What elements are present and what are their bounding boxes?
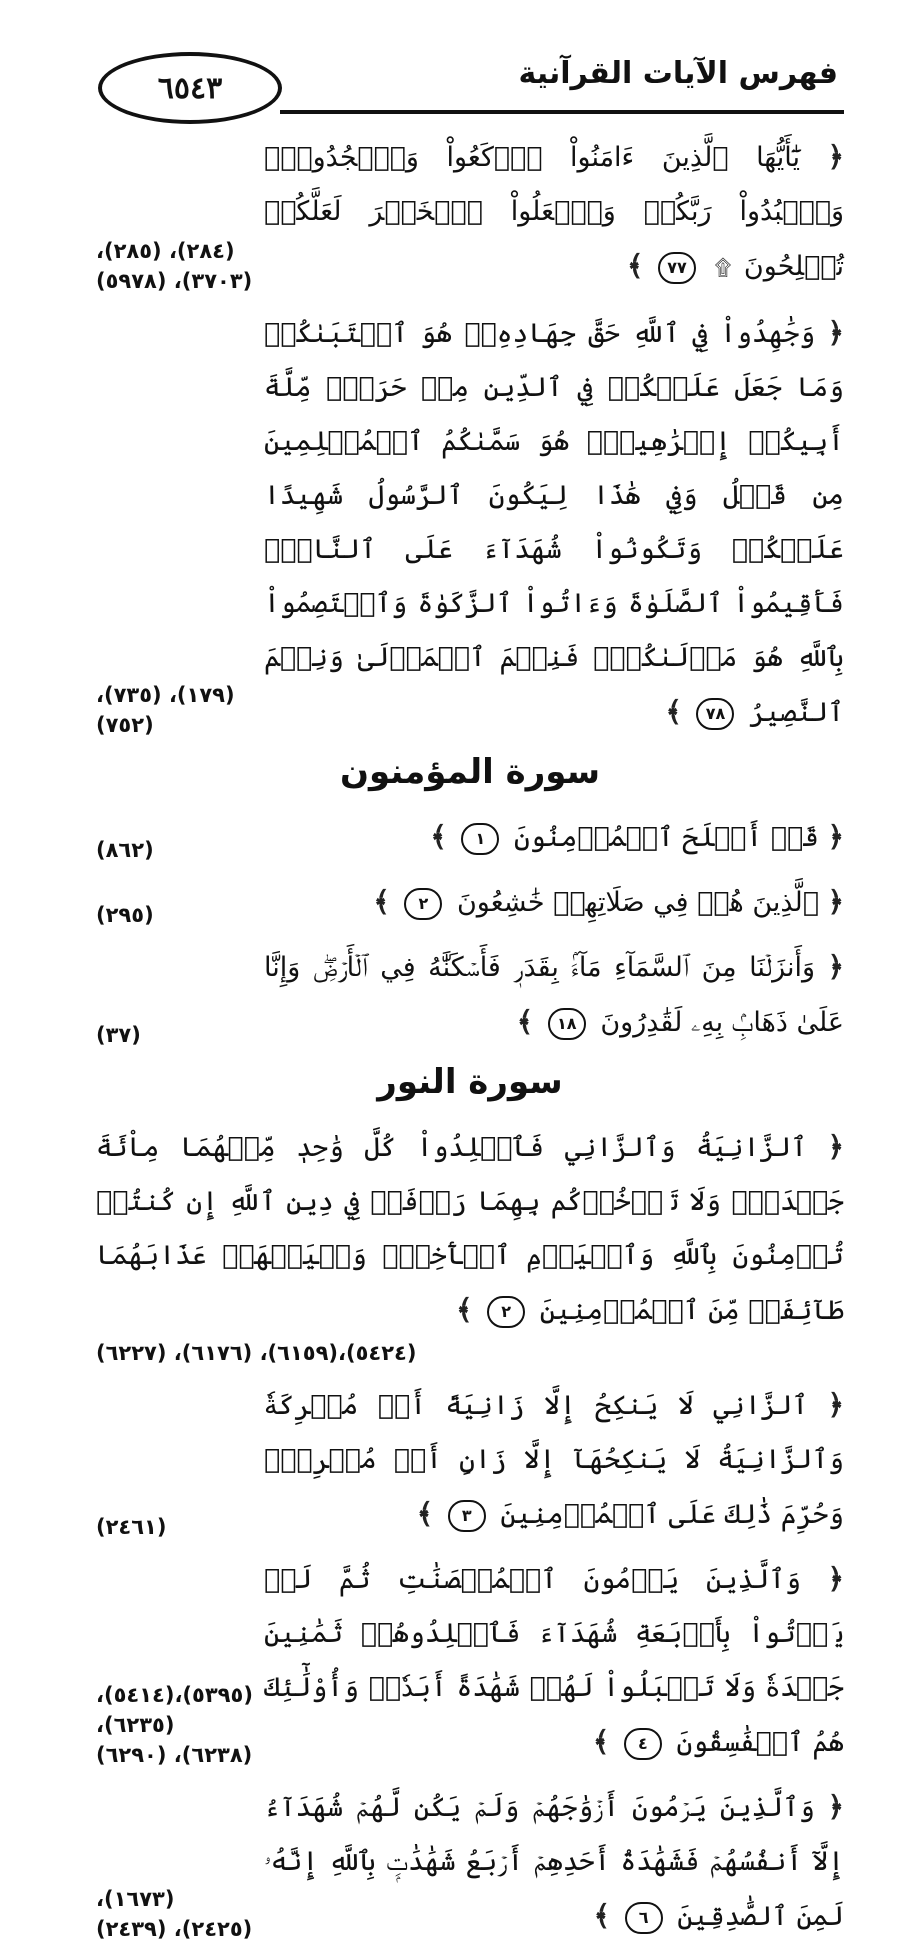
- verse-entry: [96, 1120, 844, 1368]
- verse-entry: [96, 940, 844, 1050]
- verse-index: [96, 130, 844, 1954]
- open-bracket: ﴿: [827, 1388, 844, 1421]
- surah-title: سورة المؤمنون: [339, 752, 601, 792]
- verse-text: وَجَٰهِدُواْ فِي ٱللَّهِ حَقَّ جِهَادِهِۦۚ هُوَ ٱجۡتَبَىٰكُمۡ وَمَا جَعَلَ عَلَيۡكُمۡ فِي ٱلدِّينِ مِنۡ حَرَجٖۚ مِّلَّةَ أَبِيكُمۡ إِبۡرَٰهِيمَۚ هُوَ سَمَّىٰكُمُ ٱلۡمُسۡلِمِينَ مِن قَبۡلُ وَفِي هَٰذَا لِيَكُونَ ٱلرَّسُولُ شَهِيدًا عَلَيۡكُمۡ وَتَكُونُواْ شُهَدَآءَ عَلَى ٱلنَّاسِۚ فَأَقِيمُواْ ٱلصَّلَوٰةَ وَءَاتُواْ ٱلزَّكَوٰةَ وَٱعۡتَصِمُواْ بِٱللَّهِ هُوَ مَوۡلَىٰكُمۡۖ فَنِعۡمَ ٱلۡمَوۡلَىٰ وَنِعۡمَ ٱلنَّصِيرُ: [264, 318, 844, 728]
- hadith-refs: (٨٦٢): [96, 838, 154, 862]
- verse-entry: [96, 1378, 844, 1542]
- verse-text: قَدۡ أَفۡلَحَ ٱلۡمُؤۡمِنُونَ: [514, 822, 819, 853]
- hadith-refs: (٢٤٦١): [96, 1515, 167, 1539]
- verse-text: ٱلَّذِينَ هُمۡ فِي صَلَاتِهِمۡ خَٰشِعُونَ: [456, 887, 819, 918]
- close-bracket: ﴾: [416, 1497, 434, 1530]
- page-number: ٦٥٤٣: [98, 52, 282, 124]
- hadith-refs: (٥٤٢٤)،(٦١٥٩)، (٦١٧٦)، (٦٢٢٧): [96, 1341, 417, 1365]
- verse-text: ٱلزَّانِيَةُ وَٱلزَّانِي فَٱجۡلِدُواْ كُلَّ وَٰحِدٖ مِّنۡهُمَا مِاْئَةَ جَلۡدَةٖۖ وَلَا تَأۡخُذۡكُم بِهِمَا رَأۡفَةٞ فِي دِينِ ٱللَّهِ إِن كُنتُمۡ تُؤۡمِنُونَ بِٱللَّهِ وَٱلۡيَوۡمِ ٱلۡأٓخِرِۖ وَلۡيَشۡهَدۡ عَذَابَهُمَا طَآئِفَةٞ مِّنَ ٱلۡمُؤۡمِنِينَ: [96, 1132, 844, 1326]
- verse-text: وَٱلَّذِينَ يَرۡمُونَ ٱلۡمُحۡصَنَٰتِ ثُمَّ لَمۡ يَأۡتُواْ بِأَرۡبَعَةِ شُهَدَآءَ فَٱجۡلِدُوهُمۡ ثَمَٰنِينَ جَلۡدَةٗ وَلَا تَقۡبَلُواْ لَهُمۡ شَهَٰدَةً أَبَدٗاۚ وَأُوْلَٰٓئِكَ هُمُ ٱلۡفَٰسِقُونَ: [264, 1564, 844, 1758]
- sajda-icon: ۩: [714, 256, 732, 281]
- close-bracket: ﴾: [456, 1293, 473, 1326]
- hadith-refs: (٢٨٤)، (٢٨٥)، (٣٧٠٣)، (٥٩٧٨): [96, 239, 253, 293]
- verse-entry: [96, 1552, 844, 1770]
- ayah-number: ٢: [404, 888, 442, 920]
- open-bracket: ﴿: [827, 1790, 844, 1823]
- open-bracket: ﴿: [827, 1130, 844, 1163]
- verse-text: يَٰٓأَيُّهَا ٱلَّذِينَ ءَامَنُواْ ٱرۡكَعُواْ وَٱسۡجُدُواْۤ وَٱعۡبُدُواْ رَبَّكُمۡ وَٱفۡعَلُواْ ٱلۡخَيۡرَ لَعَلَّكُمۡ تُفۡلِحُونَ: [264, 142, 844, 282]
- ayah-number: ٣: [448, 1500, 486, 1532]
- ayah-number: ١٨: [548, 1008, 586, 1040]
- open-bracket: ﴿: [827, 950, 844, 983]
- verse-entry: [96, 130, 844, 296]
- verse-text: ٱلزَّانِي لَا يَنكِحُ إِلَّا زَانِيَةً أَوۡ مُشۡرِكَةٗ وَٱلزَّانِيَةُ لَا يَنكِحُهَآ إِلَّا زَانٍ أَوۡ مُشۡرِكٞۚ وَحُرِّمَ ذَٰلِكَ عَلَى ٱلۡمُؤۡمِنِينَ: [264, 1390, 844, 1530]
- close-bracket: ﴾: [430, 820, 447, 853]
- hadith-refs: (٥٣٩٥)،(٥٤١٤)، (٦٢٣٥)، (٦٢٣٨)، (٦٢٩٠): [96, 1683, 253, 1767]
- ayah-number: ٢: [487, 1296, 525, 1328]
- open-bracket: ﴿: [827, 1562, 844, 1595]
- hadith-refs: (١٦٧٣)، (٢٤٢٥)، (٢٤٣٩): [96, 1887, 253, 1941]
- open-bracket: ﴿: [827, 316, 844, 349]
- verse-entry: [96, 875, 844, 930]
- ayah-number: ٧٧: [658, 252, 696, 284]
- open-bracket: ﴿: [827, 885, 844, 918]
- page-title: فهرس الآيات القرآنية: [518, 56, 838, 91]
- ayah-number: ١: [461, 823, 499, 855]
- hadith-refs: (٢٩٥): [96, 903, 154, 927]
- surah-title: سورة النور: [377, 1062, 563, 1102]
- open-bracket: ﴿: [827, 140, 845, 173]
- header-rule: [280, 110, 844, 114]
- hadith-refs: (١٧٩)، (٧٣٥)، (٧٥٢): [96, 683, 235, 737]
- ayah-number: ٤: [624, 1728, 662, 1760]
- close-bracket: ﴾: [627, 249, 644, 282]
- page-header: [88, 48, 844, 120]
- verse-entry: [96, 810, 844, 865]
- close-bracket: ﴾: [593, 1899, 611, 1932]
- close-bracket: ﴾: [665, 695, 682, 728]
- verse-entry: [96, 1780, 844, 1944]
- ayah-number: ٧٨: [696, 698, 734, 730]
- close-bracket: ﴾: [592, 1725, 610, 1758]
- verse-text: وَأَنزَلۡنَا مِنَ ٱلسَّمَآءِ مَآءَۢ بِقَدَرٖ فَأَسۡكَنَّٰهُ فِي ٱلۡأَرۡضِۖ وَإِنَّا عَلَىٰ ذَهَابِۢ بِهِۦ لَقَٰدِرُونَ: [264, 952, 844, 1038]
- hadith-refs: (٣٧): [96, 1023, 141, 1047]
- open-bracket: ﴿: [827, 820, 844, 853]
- close-bracket: ﴾: [373, 885, 390, 918]
- verse-entry: [96, 306, 844, 740]
- close-bracket: ﴾: [516, 1005, 534, 1038]
- ayah-number: ٦: [625, 1902, 663, 1934]
- verse-text: وَٱلَّذِينَ يَرۡمُونَ أَزۡوَٰجَهُمۡ وَلَمۡ يَكُن لَّهُمۡ شُهَدَآءُ إِلَّآ أَنفُسُهُمۡ فَشَهَٰدَةُ أَحَدِهِمۡ أَرۡبَعُ شَهَٰدَٰتِۭ بِٱللَّهِ إِنَّهُۥ لَمِنَ ٱلصَّٰدِقِينَ: [264, 1792, 844, 1932]
